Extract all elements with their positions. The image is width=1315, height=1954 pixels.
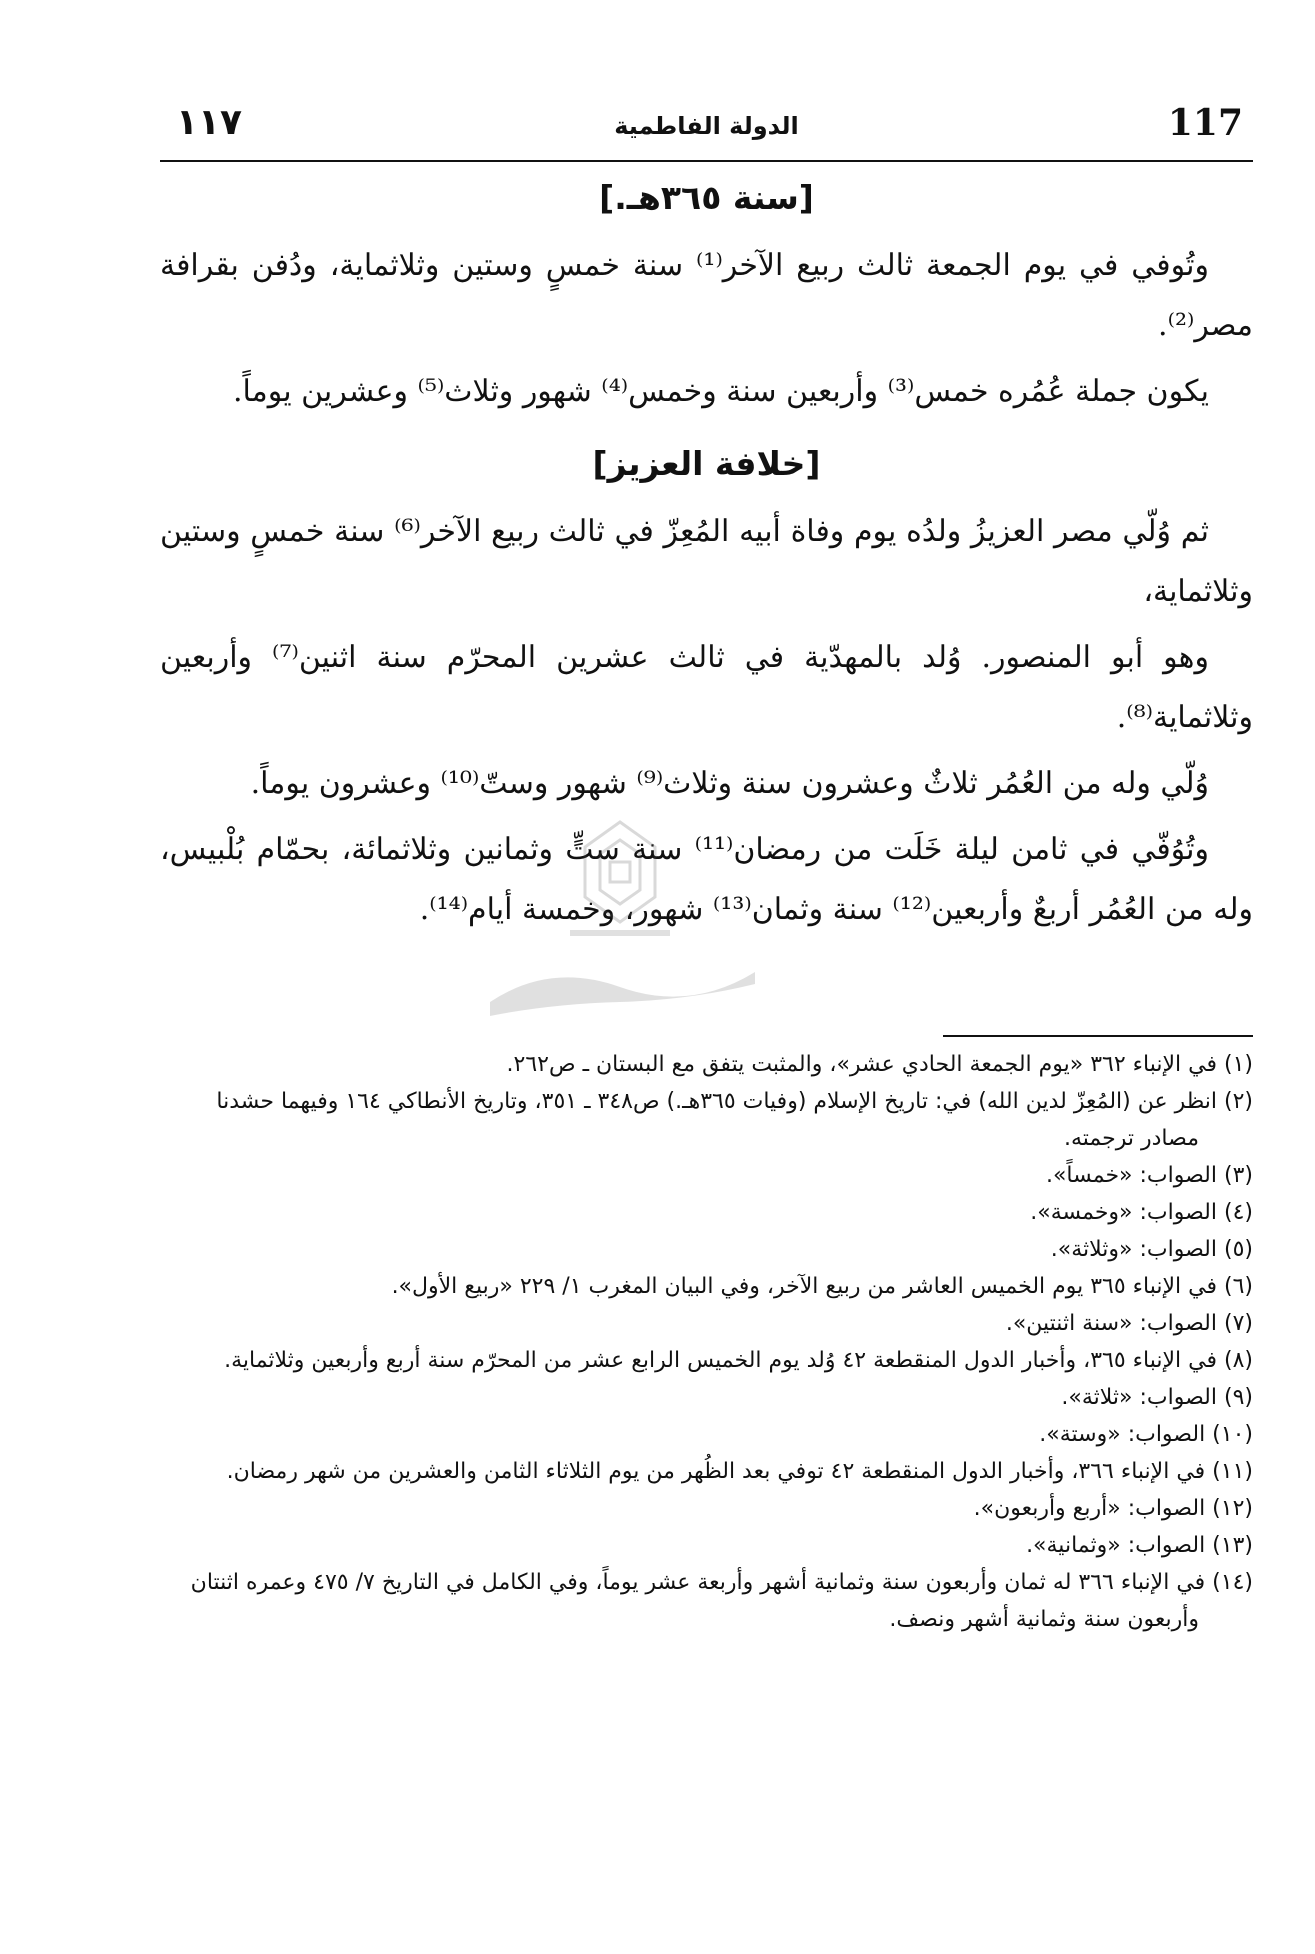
footnote-item: (٤) الصواب: «وخمسة». xyxy=(1030,1200,1253,1225)
footnote-item: (٩) الصواب: «ثلاثة». xyxy=(1061,1385,1253,1410)
footnote-item: (١١) في الإنباء ٣٦٦، وأخبار الدول المنقطعة ٤٢ توفي بعد الظُهر من يوم الثلاثاء الثامن والعشرين من شهر رمضان. xyxy=(226,1459,1253,1484)
running-title: الدولة الفاطمية xyxy=(614,112,799,140)
footnote-item: (٢) انظر عن (المُعِزّ لدين الله) في: تاريخ الإسلام (وفيات ٣٦٥هـ.) ص٣٤٨ ـ ٣٥١، وتاريخ الأنطاكي ١٦٤ وفيهما حشدنا مصادر ترجمته. xyxy=(216,1089,1253,1151)
page-number-latin: 117 xyxy=(1167,102,1243,144)
footnote-item: (٣) الصواب: «خمساً». xyxy=(1045,1163,1253,1188)
paragraph-age: يكون جملة عُمُره خمس⁽³⁾ وأربعين سنة وخمس⁽⁴⁾ شهور وثلاث⁽⁵⁾ وعشرين يوماً. xyxy=(232,374,1209,409)
footnote-item: (١٠) الصواب: «وستة». xyxy=(1039,1422,1253,1447)
footnote-item: (١٢) الصواب: «أربع وأربعون». xyxy=(973,1496,1253,1521)
footnote-separator xyxy=(943,1035,1253,1037)
footnote-item: (٧) الصواب: «سنة اثنتين». xyxy=(1005,1311,1253,1336)
footnote-item: (١) في الإنباء ٣٦٢ «يوم الجمعة الحادي عشر»، والمثبت يتفق مع البستان ـ ص٢٦٢. xyxy=(506,1052,1253,1077)
footnote-item: (١٣) الصواب: «وثمانية». xyxy=(1026,1533,1253,1558)
page-number-arabic: ١١٧ xyxy=(176,102,242,143)
footnote-item: (٥) الصواب: «وثلاثة». xyxy=(1050,1237,1253,1262)
footnote-item: (٦) في الإنباء ٣٦٥ يوم الخميس العاشر من ربيع الآخر، وفي البيان المغرب ١/ ٢٢٩ «ربيع الأول». xyxy=(391,1274,1253,1299)
paragraph-death-aziz: وتُوُفّي في ثامن ليلة خَلَت من رمضان⁽¹¹⁾ سنة ستٍّ وثمانين وثلاثمائة، بحمّام بُلْبيس، وله من العُمُر أربعٌ وأربعين⁽¹²⁾ سنة وثمان⁽¹³⁾ شهور، وخمسة أيام⁽¹⁴⁾. xyxy=(160,832,1253,927)
paragraph-birth: وهو أبو المنصور. وُلد بالمهدّية في ثالث عشرين المحرّم سنة اثنين⁽⁷⁾ وأربعين وثلاثماية⁽⁸⁾. xyxy=(160,640,1253,735)
section-heading-caliphate: [خلافة العزيز] xyxy=(592,444,821,483)
paragraph-age-at-accession: وُلّي وله من العُمُر ثلاثٌ وعشرون سنة وثلاث⁽⁹⁾ شهور وستّ⁽¹⁰⁾ وعشرون يوماً. xyxy=(250,766,1209,801)
paragraph-accession: ثم وُلّي مصر العزيزُ ولدُه يوم وفاة أبيه المُعِزّ في ثالث ربيع الآخر⁽⁶⁾ سنة خمسٍ وستين وثلاثماية، xyxy=(160,514,1253,609)
footnotes xyxy=(160,1046,1253,1638)
page-header xyxy=(160,82,1253,162)
paragraph-death-date: وتُوفي في يوم الجمعة ثالث ربيع الآخر⁽¹⁾ سنة خمسٍ وستين وثلاثماية، ودُفن بقرافة مصر⁽²⁾. xyxy=(160,248,1253,343)
footnote-item: (٨) في الإنباء ٣٦٥، وأخبار الدول المنقطعة ٤٢ وُلد يوم الخميس الرابع عشر من المحرّم سنة أربع وأربعين وثلاثماية. xyxy=(224,1348,1253,1373)
section-heading-year: [سنة ٣٦٥هـ.] xyxy=(599,178,814,217)
footnote-item: (١٤) في الإنباء ٣٦٦ له ثمان وأربعون سنة وثمانية أشهر وأربعة عشر يوماً، وفي الكامل في التاريخ ٧/ ٤٧٥ وعمره اثنتان وأربعون سنة وثمانية أشهر ونصف. xyxy=(190,1570,1253,1632)
library-watermark-logo xyxy=(470,812,770,1042)
